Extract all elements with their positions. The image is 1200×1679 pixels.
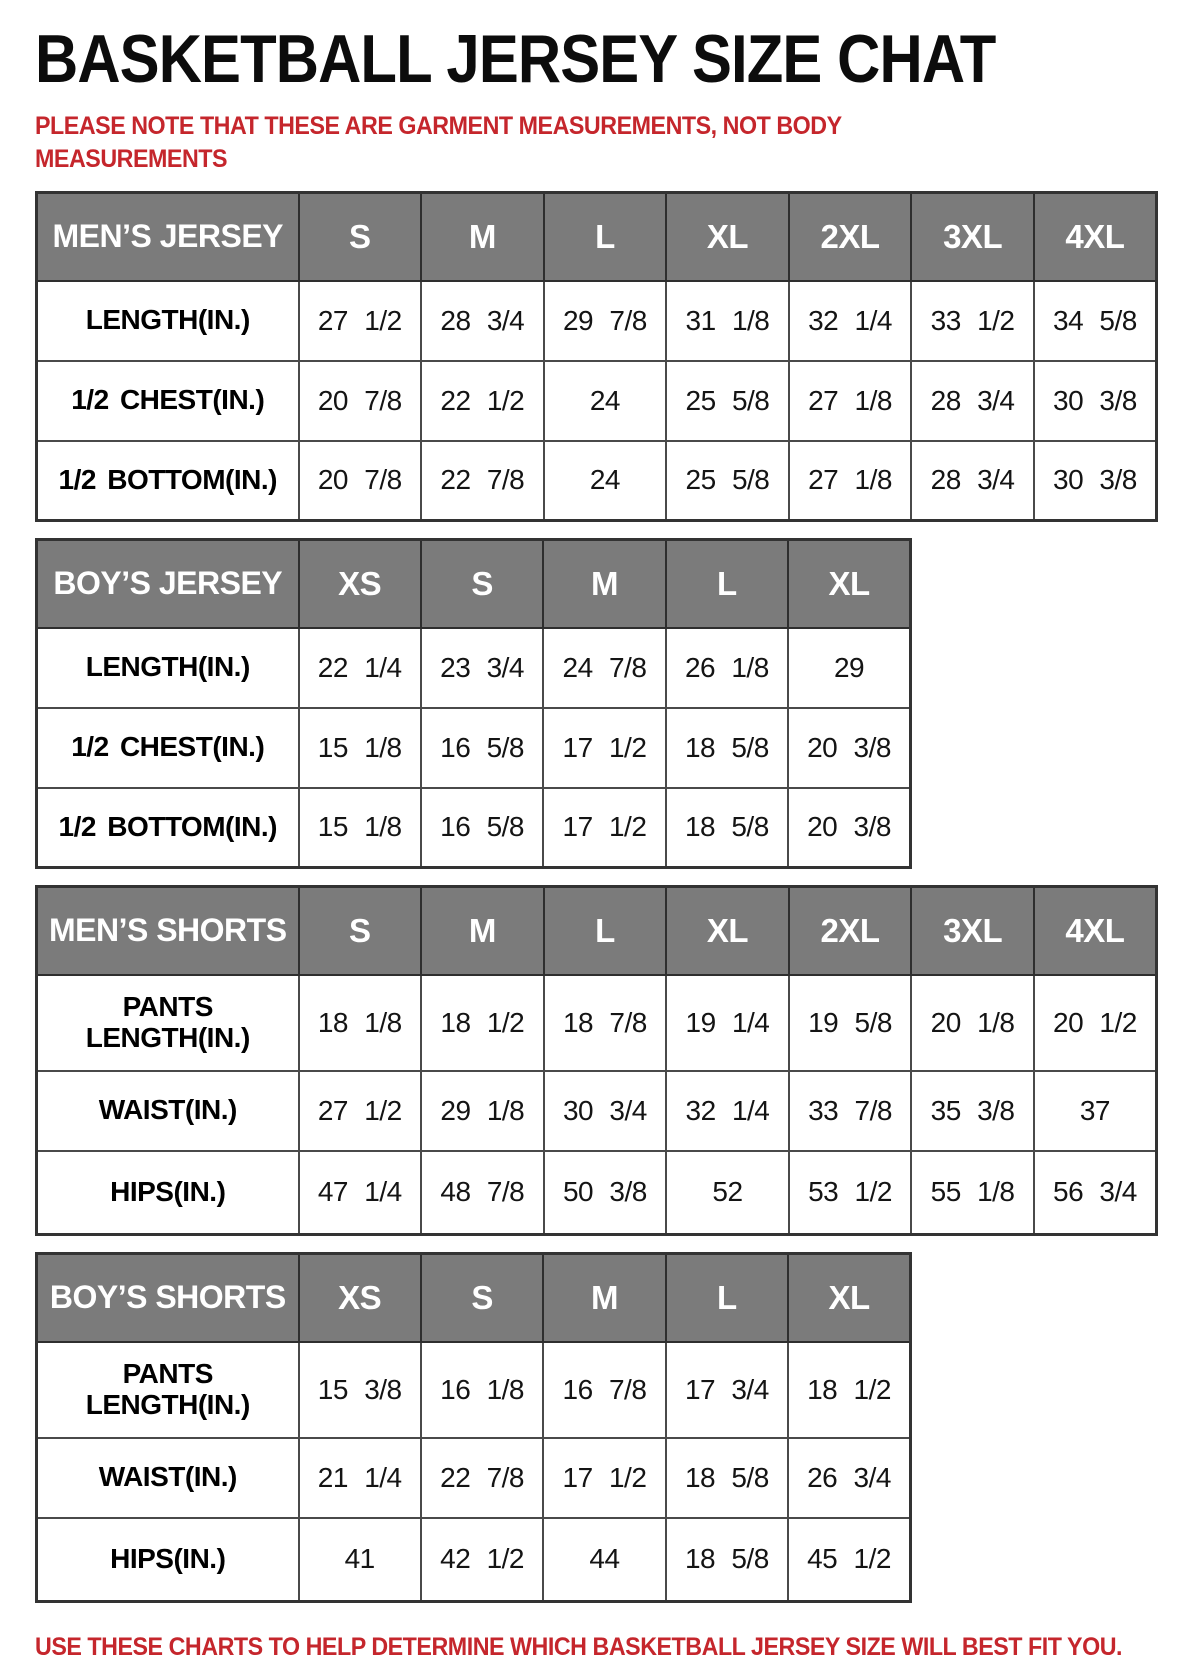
value-cell: 30 3/8 [1034, 361, 1157, 441]
row-label-cell: WAIST(IN.) [37, 1438, 299, 1518]
value-cell: 20 3/8 [788, 788, 910, 868]
value-cell: 35 3/8 [911, 1071, 1034, 1151]
table-row [37, 975, 1157, 1071]
size-header-cell: 3XL [911, 887, 1034, 975]
table-row [37, 628, 911, 708]
value-cell: 18 5/8 [666, 1438, 788, 1518]
value-cell: 17 3/4 [666, 1342, 788, 1438]
mens-shorts-table [35, 885, 1158, 1236]
value-cell: 22 7/8 [421, 1438, 543, 1518]
value-cell: 45 1/2 [788, 1518, 910, 1602]
value-cell: 28 3/4 [911, 441, 1034, 521]
value-cell: 41 [299, 1518, 421, 1602]
header-row [37, 1254, 911, 1342]
value-cell: 27 1/2 [299, 1071, 422, 1151]
size-header-cell: S [299, 887, 422, 975]
value-cell: 16 7/8 [543, 1342, 665, 1438]
size-header-cell: S [421, 540, 543, 628]
value-cell: 52 [666, 1151, 789, 1235]
header-row [37, 887, 1157, 975]
table-row [37, 1151, 1157, 1235]
value-cell: 50 3/8 [544, 1151, 667, 1235]
table-row [37, 281, 1157, 361]
value-cell: 30 3/4 [544, 1071, 667, 1151]
value-cell: 20 7/8 [299, 441, 422, 521]
value-cell: 28 3/4 [911, 361, 1034, 441]
value-cell: 26 1/8 [666, 628, 788, 708]
size-header-cell: XS [299, 540, 421, 628]
table-row [37, 441, 1157, 521]
size-header-cell: L [666, 540, 788, 628]
row-label-cell: HIPS(IN.) [37, 1151, 299, 1235]
size-header-cell: L [544, 193, 667, 281]
value-cell: 21 1/4 [299, 1438, 421, 1518]
value-cell: 32 1/4 [666, 1071, 789, 1151]
table-name-cell: BOY’S JERSEY [37, 540, 299, 628]
value-cell: 24 [544, 361, 667, 441]
value-cell: 42 1/2 [421, 1518, 543, 1602]
value-cell: 15 1/8 [299, 788, 421, 868]
row-label-cell: WAIST(IN.) [37, 1071, 299, 1151]
value-cell: 29 [788, 628, 910, 708]
value-cell: 53 1/2 [789, 1151, 912, 1235]
size-header-cell: 4XL [1034, 887, 1157, 975]
size-header-cell: M [543, 1254, 665, 1342]
size-header-cell: XL [788, 540, 910, 628]
value-cell: 24 [544, 441, 667, 521]
row-label-cell: 1/2 BOTTOM(IN.) [37, 441, 299, 521]
row-label-cell: 1/2 BOTTOM(IN.) [37, 788, 299, 868]
table-name-cell: BOY’S SHORTS [37, 1254, 299, 1342]
size-header-cell: S [421, 1254, 543, 1342]
table-name-cell: MEN’S SHORTS [37, 887, 299, 975]
size-header-cell: XL [788, 1254, 910, 1342]
garment-measurements-note: PLEASE NOTE THAT THESE ARE GARMENT MEASUREMENTS, NOT BODY MEASUREMENTS [35, 112, 842, 173]
value-cell: 16 5/8 [421, 708, 543, 788]
value-cell: 48 7/8 [421, 1151, 544, 1235]
size-header-cell: L [544, 887, 667, 975]
value-cell: 17 1/2 [543, 1438, 665, 1518]
row-label-cell: 1/2 CHEST(IN.) [37, 708, 299, 788]
size-header-cell: M [543, 540, 665, 628]
table-row [37, 361, 1157, 441]
value-cell: 20 7/8 [299, 361, 422, 441]
size-header-cell: L [666, 1254, 788, 1342]
size-header-cell: M [421, 887, 544, 975]
mens-jersey-table [35, 191, 1158, 522]
value-cell: 19 1/4 [666, 975, 789, 1071]
value-cell: 47 1/4 [299, 1151, 422, 1235]
value-cell: 28 3/4 [421, 281, 544, 361]
row-label-cell: PANTS LENGTH(IN.) [37, 975, 299, 1071]
value-cell: 16 1/8 [421, 1342, 543, 1438]
value-cell: 17 1/2 [543, 788, 665, 868]
value-cell: 22 1/4 [299, 628, 421, 708]
value-cell: 33 1/2 [911, 281, 1034, 361]
page-title: BASKETBALL JERSEY SIZE CHAT [35, 21, 996, 97]
row-label-cell: LENGTH(IN.) [37, 628, 299, 708]
value-cell: 22 1/2 [421, 361, 544, 441]
value-cell: 18 1/2 [788, 1342, 910, 1438]
row-label-cell: HIPS(IN.) [37, 1518, 299, 1602]
value-cell: 44 [543, 1518, 665, 1602]
value-cell: 20 1/8 [911, 975, 1034, 1071]
size-header-cell: XL [666, 887, 789, 975]
value-cell: 20 1/2 [1034, 975, 1157, 1071]
size-header-cell: 4XL [1034, 193, 1157, 281]
table-row [37, 1438, 911, 1518]
value-cell: 20 3/8 [788, 708, 910, 788]
table-row [37, 1071, 1157, 1151]
value-cell: 29 7/8 [544, 281, 667, 361]
value-cell: 18 7/8 [544, 975, 667, 1071]
size-header-cell: M [421, 193, 544, 281]
size-header-cell: 2XL [789, 193, 912, 281]
fit-advice-footer: USE THESE CHARTS TO HELP DETERMINE WHICH BASKETBALL JERSEY SIZE WILL BEST FIT YOU. [35, 1633, 1123, 1661]
value-cell: 25 5/8 [666, 361, 789, 441]
value-cell: 56 3/4 [1034, 1151, 1157, 1235]
value-cell: 55 1/8 [911, 1151, 1034, 1235]
value-cell: 22 7/8 [421, 441, 544, 521]
value-cell: 27 1/8 [789, 361, 912, 441]
boys-jersey-table [35, 538, 912, 869]
value-cell: 18 1/2 [421, 975, 544, 1071]
value-cell: 17 1/2 [543, 708, 665, 788]
value-cell: 15 1/8 [299, 708, 421, 788]
value-cell: 25 5/8 [666, 441, 789, 521]
value-cell: 18 1/8 [299, 975, 422, 1071]
value-cell: 24 7/8 [543, 628, 665, 708]
boys-shorts-table [35, 1252, 912, 1603]
value-cell: 18 5/8 [666, 1518, 788, 1602]
size-header-cell: S [299, 193, 422, 281]
value-cell: 27 1/8 [789, 441, 912, 521]
value-cell: 29 1/8 [421, 1071, 544, 1151]
value-cell: 23 3/4 [421, 628, 543, 708]
value-cell: 27 1/2 [299, 281, 422, 361]
value-cell: 26 3/4 [788, 1438, 910, 1518]
table-row [37, 1518, 911, 1602]
value-cell: 34 5/8 [1034, 281, 1157, 361]
row-label-cell: PANTS LENGTH(IN.) [37, 1342, 299, 1438]
table-row [37, 1342, 911, 1438]
row-label-cell: LENGTH(IN.) [37, 281, 299, 361]
table-row [37, 788, 911, 868]
size-header-cell: 2XL [789, 887, 912, 975]
value-cell: 16 5/8 [421, 788, 543, 868]
header-row [37, 193, 1157, 281]
size-header-cell: 3XL [911, 193, 1034, 281]
header-row [37, 540, 911, 628]
value-cell: 15 3/8 [299, 1342, 421, 1438]
value-cell: 18 5/8 [666, 788, 788, 868]
value-cell: 18 5/8 [666, 708, 788, 788]
size-header-cell: XL [666, 193, 789, 281]
value-cell: 33 7/8 [789, 1071, 912, 1151]
value-cell: 30 3/8 [1034, 441, 1157, 521]
value-cell: 32 1/4 [789, 281, 912, 361]
value-cell: 37 [1034, 1071, 1157, 1151]
value-cell: 31 1/8 [666, 281, 789, 361]
table-name-cell: MEN’S JERSEY [37, 193, 299, 281]
size-header-cell: XS [299, 1254, 421, 1342]
row-label-cell: 1/2 CHEST(IN.) [37, 361, 299, 441]
table-row [37, 708, 911, 788]
value-cell: 19 5/8 [789, 975, 912, 1071]
